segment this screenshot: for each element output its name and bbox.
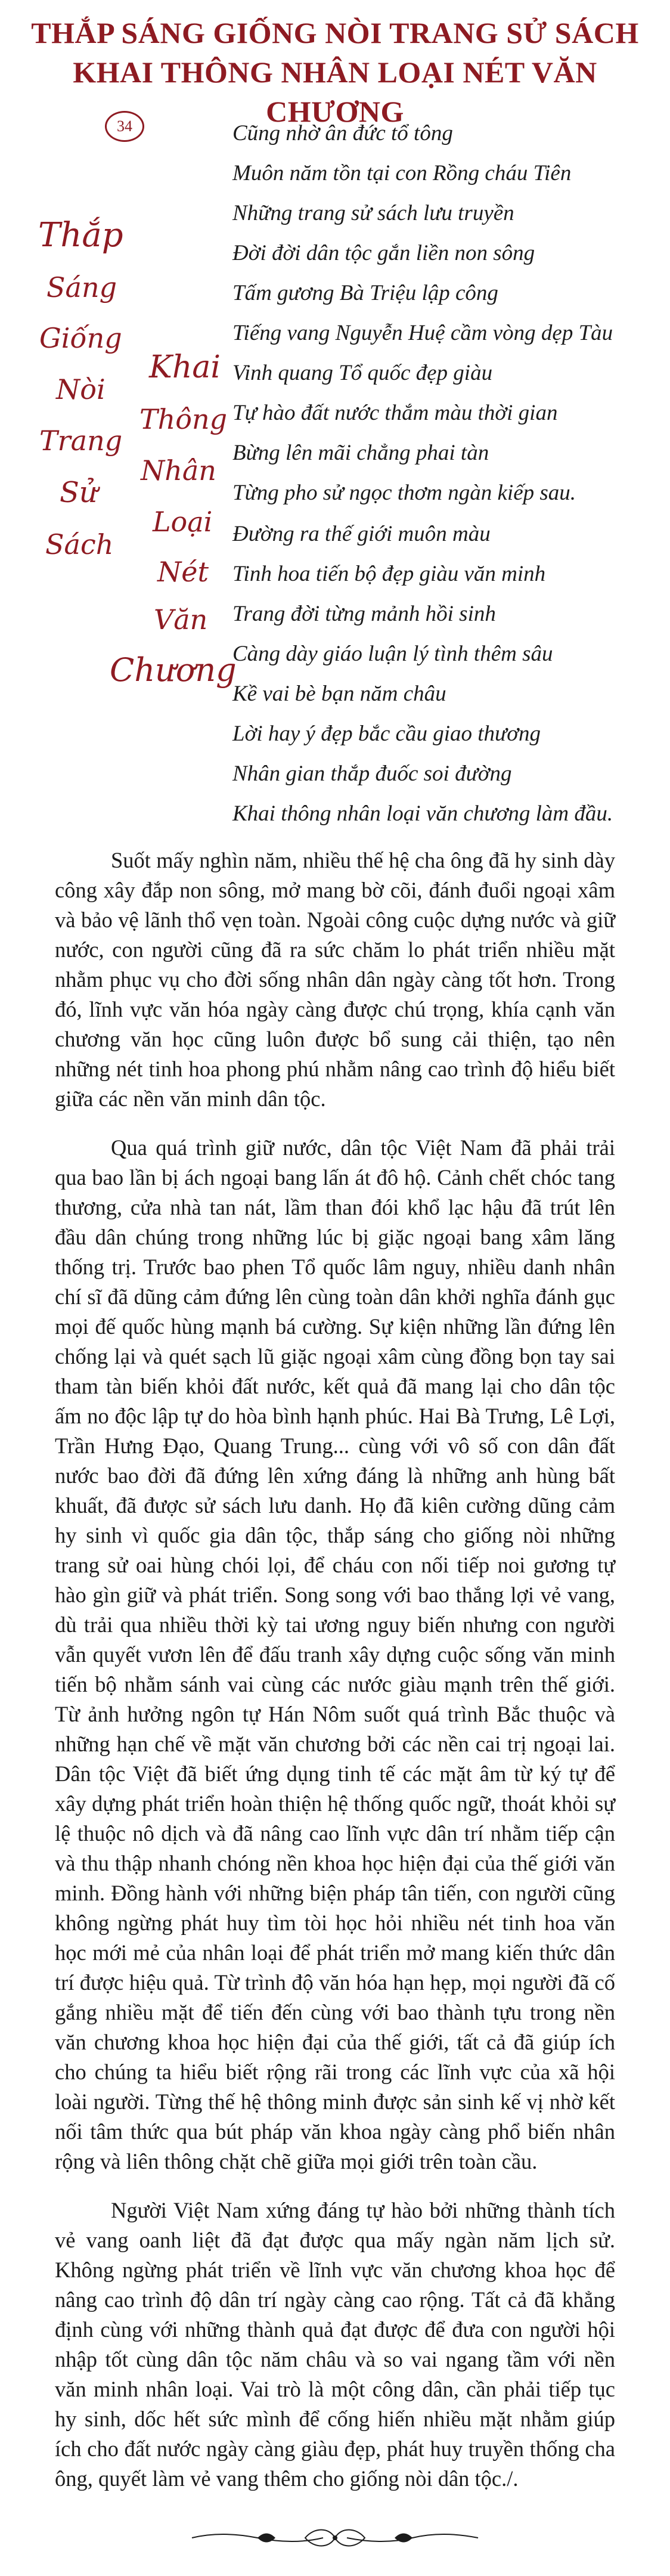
calligraphy-word: Chương	[110, 651, 237, 689]
poem-line: Tinh hoa tiến bộ đẹp giàu văn minh	[232, 562, 546, 586]
poem-line: Đời đời dân tộc gắn liền non sông	[232, 241, 535, 265]
calligraphy-word: Thông	[139, 403, 228, 435]
page-number-badge: 34	[105, 111, 144, 142]
poem-line: Càng dày giáo luận lý tình thêm sâu	[232, 642, 553, 666]
calligraphy-word: Nhân	[141, 454, 216, 487]
poem-line: Cũng nhờ ân đức tổ tông	[232, 121, 453, 145]
calligraphy-word: Trang	[39, 425, 123, 457]
calligraphy-word: Nét	[157, 556, 209, 588]
poem-line: Tự hào đất nước thắm màu thời gian	[232, 401, 558, 425]
calligraphy-word: Nòi	[56, 373, 106, 405]
poem-line: Từng pho sử ngọc thơm ngàn kiếp sau.	[232, 481, 576, 505]
poem-line: Bừng lên mãi chẳng phai tàn	[232, 441, 489, 465]
poem-stanza-1	[232, 113, 613, 513]
poem-line: Vinh quang Tổ quốc đẹp giàu	[232, 361, 493, 385]
ornament-divider-icon	[186, 2526, 484, 2550]
calligraphy-word: Sử	[60, 476, 98, 509]
poem-line: Tiếng vang Nguyễn Huệ cầm vòng dẹp Tàu	[232, 321, 613, 345]
poem-line: Những trang sử sách lưu truyền	[232, 201, 514, 225]
calligraphy-word: Thắp	[38, 216, 123, 255]
title-line-1: THẮP SÁNG GIỐNG NÒI TRANG SỬ SÁCH	[31, 16, 639, 49]
paragraph-3: Người Việt Nam xứng đáng tự hào bởi những thành tích vẻ vang oanh liệt đã đạt được qua mấy ngàn năm lịch sử. Không ngừng phát triển về lĩnh vực văn chương khoa học để nâng cao trình độ dân trí ngày càng cao rộng. Tất cả đã khẳng định cùng với những thành quả đạt được để đưa con người hội nhập tốt cùng dân tộc năm châu và so vai ngang tầm với nền văn minh nhân loại. Vai trò là một công dân, cần phải tiếp tục hy sinh, dốc hết sức mình để cống hiến nhiều mặt nhằm giúp ích cho đất nước ngày càng giàu đẹp, phát huy truyền thống cha ông, quyết làm vẻ vang thêm cho giống nòi dân tộc./.	[55, 2198, 615, 2491]
calligraphy-word: Giống	[39, 322, 122, 354]
calligraphy-word: Văn	[154, 603, 208, 636]
poem-stanza-2	[232, 514, 613, 834]
calligraphy-word: Khai	[149, 349, 221, 385]
paragraph-2: Qua quá trình giữ nước, dân tộc Việt Nam đã phải trải qua bao lần bị ách ngoại bang lấn át đô hộ. Cảnh chết chóc tang thương, cửa nhà tan nát, lầm than đói khổ lạc hậu đã trút lên đầu dân chúng trong những lúc bị giặc ngoại bang xâm lăng thống trị. Trước bao phen Tổ quốc lâm nguy, nhiều danh nhân chí sĩ đã dũng cảm đứng lên cùng toàn dân khởi nghĩa đánh gục mọi đế quốc hùng mạnh bá cường. Sự kiện những lần đứng lên chống lại và quét sạch lũ giặc ngoại xâm cùng đồng bọn tay sai tham tàn biến khỏi đất nước, kết quả đã mang lại cho dân tộc ấm no độc lập tự do hòa bình hạnh phúc. Hai Bà Trưng, Lê Lợi, Trần Hưng Đạo, Quang Trung... cùng với vô số con dân đất nước bao đời đã đứng lên xứng đáng là những anh hùng bất khuất, đã được sử sách lưu danh. Họ đã kiên cường dũng cảm hy sinh vì quốc gia dân tộc, thắp sáng cho giống nòi những trang sử oai hùng chói lọi, để cháu con nối tiếp noi gương tự hào gìn giữ và phát triển. Song song với bao thắng lợi vẻ vang, dù trải qua nhiều thời kỳ tai ương nguy biến nhưng con người vẫn quyết vươn lên để đấu tranh xây dựng cuộc sống văn minh tiến bộ nhằm sánh vai cùng các nước giàu mạnh trên thế giới. Từ ảnh hưởng ngôn tự Hán Nôm suốt quá trình Bắc thuộc và những hạn chế về mặt văn chương bởi các nền cai trị ngoại lai. Dân tộc Việt đã biết ứng dụng tinh tế các mặt âm từ ký tự để xây dựng phát triển hoàn thiện hệ thống quốc ngữ, thoát khỏi sự lệ thuộc nô dịch và đã nâng cao lĩnh vực dân trí nhằm tiếp cận và thu thập nhanh chóng nền khoa học hiện đại của thế giới văn minh. Đồng hành với những biện pháp tân tiến, con người cũng không ngừng phát huy tìm tòi học hỏi nhiều nét tinh hoa văn học mới mẻ của nhân loại để phát triển mở mang kiến thức dân trí được hiệu quả. Từ trình độ văn hóa hạn hẹp, mọi người đã cố gắng nhiều mặt để tiến đến cùng với bao thành tựu trong nền văn chương khoa học hiện đại của thế giới, tất cả đã giúp ích cho chúng ta hiểu biết rộng rãi trong các lĩnh vực của xã hội loài người. Từng thế hệ thông minh được sản sinh kế vị nhờ kết nối tâm thức qua bút pháp văn khoa ngày càng phổ biến nhân rộng và liên thông chặt chẽ giữa mọi giới trên toàn cầu.	[55, 1135, 615, 2174]
poem-line: Tấm gương Bà Triệu lập công	[232, 281, 498, 305]
poem-line: Kề vai bè bạn năm châu	[232, 682, 446, 706]
calligraphy-word: Sáng	[46, 271, 117, 304]
poem-line: Nhân gian thắp đuốc soi đường	[232, 761, 512, 786]
article-body	[55, 846, 615, 2513]
poem-line: Muôn năm tồn tại con Rồng cháu Tiên	[232, 161, 572, 185]
poem-line: Lời hay ý đẹp bắc cầu giao thương	[232, 722, 541, 746]
poem-line: Khai thông nhân loại văn chương làm đầu.	[232, 801, 613, 826]
title-line-2: KHAI THÔNG NHÂN LOẠI NÉT VĂN CHƯƠNG	[73, 55, 597, 128]
calligraphy-word: Loại	[153, 506, 213, 538]
paragraph-1: Suốt mấy nghìn năm, nhiều thế hệ cha ông đã hy sinh dày công xây đắp non sông, mở mang bờ cõi, đánh đuổi ngoại xâm và bảo vệ lãnh thổ vẹn toàn. Ngoài công cuộc dựng nước và giữ nước, con người cũng đã ra sức chăm lo phát triển nhiều mặt nhằm phục vụ cho đời sống nhân dân ngày càng tốt hơn. Trong đó, lĩnh vực văn hóa ngày càng được chú trọng, khía cạnh văn chương văn học cũng luôn được bổ sung cải thiện, tạo nên những nét tinh hoa phong phú nhằm nâng cao trình độ hiểu biết giữa các nền văn minh dân tộc.	[55, 848, 615, 1111]
poem-line: Đường ra thế giới muôn màu	[232, 522, 491, 546]
calligraphy-word: Sách	[45, 528, 114, 561]
poem-line: Trang đời từng mảnh hồi sinh	[232, 602, 496, 626]
